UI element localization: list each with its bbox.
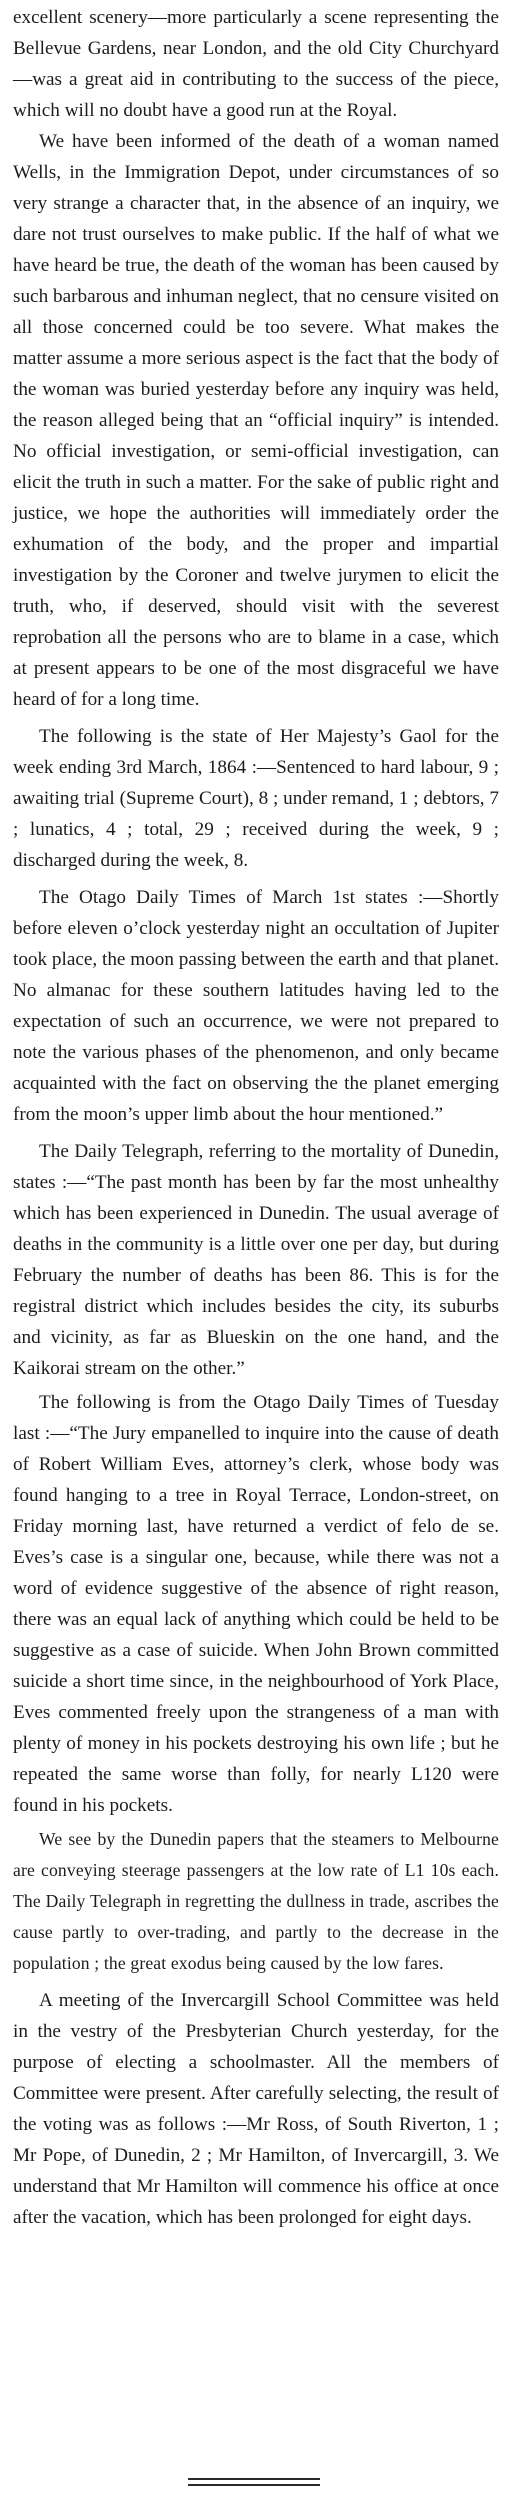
paragraph-school-committee: A meeting of the Invercargill School Committee was held in the vestry of the Presbyterian Church yesterday, for the purpose of electing a schoolmaster. All the members of Committee were present. After carefully selecting, the result of the voting was as follows :—Mr Ross, of South Riverton, 1 ; Mr Pope, of Dunedin, 2 ; Mr Hamilton, of Invercargill, 3. We understand that Mr Hamilton will commence his office at once after the vacation, which has been prolonged for eight days. bbox=[13, 1990, 499, 2228]
paragraph-dunedin-mortality: The Daily Telegraph, referring to the mortality of Dunedin, states :—“The past month has been by far the most unhealthy which has been experienced in Dunedin. The usual average of deaths in the community is a little over one per day, but during February the number of deaths has been 86. This is for the registral district which includes besides the city, its suburbs and vicinity, as far as Blueskin on the one hand, and the Kaikorai stream on the other.” bbox=[13, 1141, 499, 1379]
rule-line-top bbox=[188, 2478, 320, 2480]
paragraph-scenery: excellent scenery—more particularly a scene representing the Bellevue Gardens, near London, and the old City Churchyard—was a great aid in contributing to the success of the piece, which will no doubt have a good run at the Royal. bbox=[13, 7, 499, 121]
paragraph-eves-inquest: The following is from the Otago Daily Times of Tuesday last :—“The Jury empanelled to inquire into the cause of death of Robert William Eves, attorney’s clerk, whose body was found hanging to a tree in Royal Terrace, London-street, on Friday morning last, have returned a verdict of felo de se. Eves’s case is a singular one, because, while there was not a word of evidence suggestive of the absence of right reason, there was an equal lack of anything which could be held to be suggestive as a case of suicide. When John Brown committed suicide a short time since, in the neighbourhood of York Place, Eves commented freely upon the strangeness of a man with plenty of money in his pockets destroying his own life ; but he repeated the same worse than folly, for nearly L120 were found in his pockets. bbox=[13, 1392, 499, 1816]
paragraph-melbourne-steamers: We see by the Dunedin papers that the steamers to Melbourne are conveying steerage passengers at the low rate of L1 10s each. The Daily Telegraph in regretting the dullness in trade, ascribes the cause partly to over-trading, and partly to the decrease in the population ; the great exodus being caused by the low fares. bbox=[13, 1829, 499, 1973]
rule-line-bottom bbox=[188, 2484, 320, 2486]
section-end-rule bbox=[188, 2478, 320, 2490]
paragraph-gaol-report: The following is the state of Her Majesty’s Gaol for the week ending 3rd March, 1864 :—Sentenced to hard labour, 9 ; awaiting trial (Supreme Court), 8 ; under remand, 1 ; debtors, 7 ; lunatics, 4 ; total, 29 ; received during the week, 9 ; discharged during the week, 8. bbox=[13, 726, 499, 871]
paragraph-jupiter-occultation: The Otago Daily Times of March 1st states :—Shortly before eleven o’clock yesterday night an occultation of Jupiter took place, the moon passing between the earth and that planet. No almanac for these southern latitudes having led to the expectation of such an occurrence, we were not prepared to note the various phases of the phenomenon, and only became acquainted with the fact on observing the the planet emerging from the moon’s upper limb about the hour mentioned.” bbox=[13, 887, 499, 1125]
paragraph-wells-death: We have been informed of the death of a woman named Wells, in the Immigration Depot, under circumstances of so very strange a character that, in the absence of an inquiry, we dare not trust ourselves to make public. If the half of what we have heard be true, the death of the woman has been caused by such barbarous and inhuman neglect, that no censure visited on all those concerned could be too severe. What makes the matter assume a more serious aspect is the fact that the body of the woman was buried yesterday before any inquiry was held, the reason alleged being that an “official inquiry” is intended. No official investigation, or semi-official investigation, can elicit the truth in such a matter. For the sake of public right and justice, we hope the authorities will immediately order the exhumation of the body, and the proper and impartial investigation by the Coroner and twelve jurymen to elicit the truth, who, if deserved, should visit with the severest reprobation all the persons who are to blame in a case, which at present appears to be one of the most disgraceful we have heard of for a long time. bbox=[13, 131, 499, 710]
newspaper-column bbox=[13, 2, 499, 2233]
